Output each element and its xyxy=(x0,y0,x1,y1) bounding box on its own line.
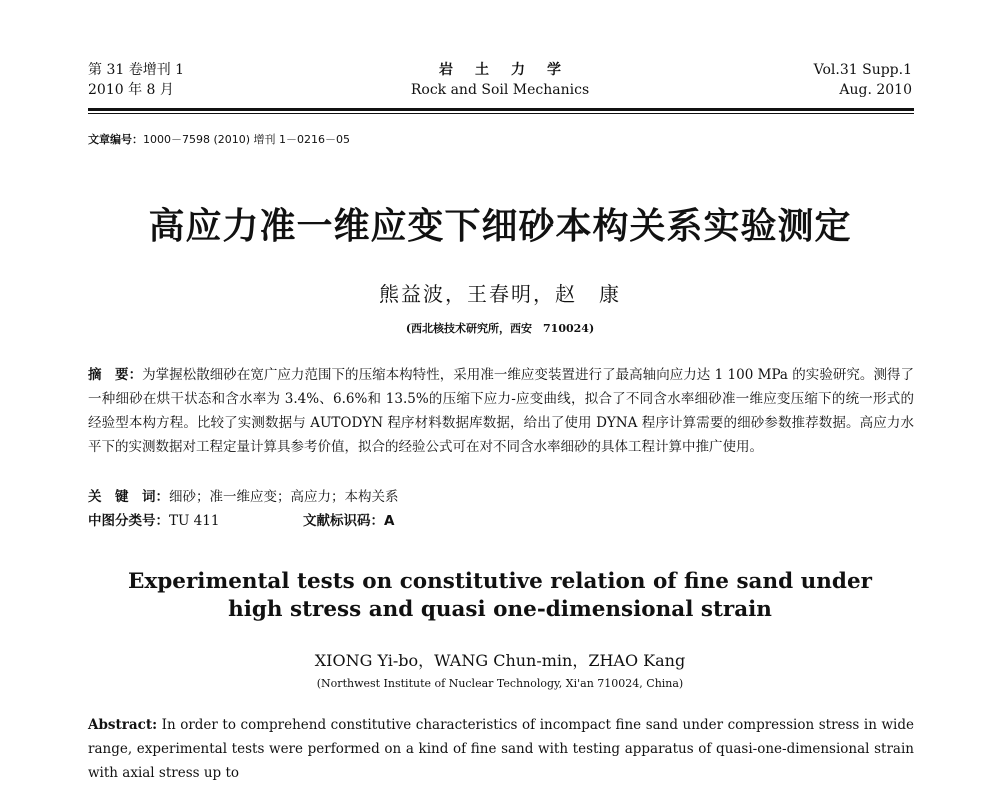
journal-name-en: Rock and Soil Mechanics xyxy=(410,82,590,98)
abstract-cn xyxy=(88,363,914,459)
abstract-text-en: In order to comprehend constitutive characteristics of incompact fine sand under compression stress in wide range, experimental tests were performed on a kind of fine sand with testing apparatus of quasi-one-dimensional strain with axial stress up to xyxy=(88,717,914,781)
abstract-label-cn: 摘 要： xyxy=(88,367,143,383)
paper-title-cn: 高应力准一维应变下细砂本构关系实验测定 xyxy=(148,206,852,247)
paper-title-en-line1: Experimental tests on constitutive relation of fine sand under xyxy=(128,569,872,594)
article-number-label: 文章编号： xyxy=(88,133,143,146)
keywords-label-cn: 关 键 词： xyxy=(88,489,169,505)
affiliation-en: (Northwest Institute of Nuclear Technology, Xi'an 710024, China) xyxy=(316,677,684,690)
document-code xyxy=(303,509,394,533)
authors-cn: 熊益波，王春明，赵 康 xyxy=(379,282,621,306)
abstract-label-en: Abstract: xyxy=(88,717,158,733)
article-number-value: 1000－7598 (2010) 增刊 1－0216－05 xyxy=(143,133,351,146)
header-rule-thin xyxy=(88,113,914,114)
classification-label: 中图分类号： xyxy=(88,513,169,529)
paper-title-en-line2: high stress and quasi one-dimensional strain xyxy=(228,597,772,622)
date-label-en: Aug. 2010 xyxy=(839,82,912,98)
paper-title-en xyxy=(0,568,1000,624)
date-label-cn: 2010 年 8 月 xyxy=(88,82,174,98)
header-rule-thick xyxy=(88,108,914,111)
affiliation-cn: (西北核技术研究所，西安 710024) xyxy=(405,322,595,335)
document-code-value: A xyxy=(384,513,395,529)
journal-issue-en xyxy=(814,60,912,100)
abstract-en xyxy=(88,713,914,785)
volume-label-cn: 第 31 卷增刊 1 xyxy=(88,62,185,78)
abstract-text-cn: 为掌握松散细砂在宽广应力范围下的压缩本构特性，采用准一维应变装置进行了最高轴向应力达 1 100 MPa 的实验研究。测得了一种细砂在烘干状态和含水率为 3.4%、6.6%和 13.5%的压缩下应力-应变曲线，拟合了不同含水率细砂准一维应变压缩下的统一形式的经验型本构方程。比较了实测数据与 AUTODYN 程序材料数据库数据，给出了使用 DYNA 程序计算需要的细砂参数推荐数据。高应力水平下的实测数据对工程定量计算具参考价值，拟合的经验公式可在对不同含水率细砂的具体工程计算中推广使用。 xyxy=(88,367,915,455)
classification-row xyxy=(88,509,914,533)
keywords-text-cn: 细砂；准一维应变；高应力；本构关系 xyxy=(169,489,399,505)
classification-value: TU 411 xyxy=(169,513,220,529)
volume-label-en: Vol.31 Supp.1 xyxy=(813,62,912,78)
article-number xyxy=(88,131,350,147)
authors-en: XIONG Yi-bo，WANG Chun-min，ZHAO Kang xyxy=(314,651,686,670)
journal-name-cn: 岩土力学 xyxy=(439,62,583,78)
keywords-cn xyxy=(88,485,399,509)
document-code-label: 文献标识码： xyxy=(303,513,384,529)
